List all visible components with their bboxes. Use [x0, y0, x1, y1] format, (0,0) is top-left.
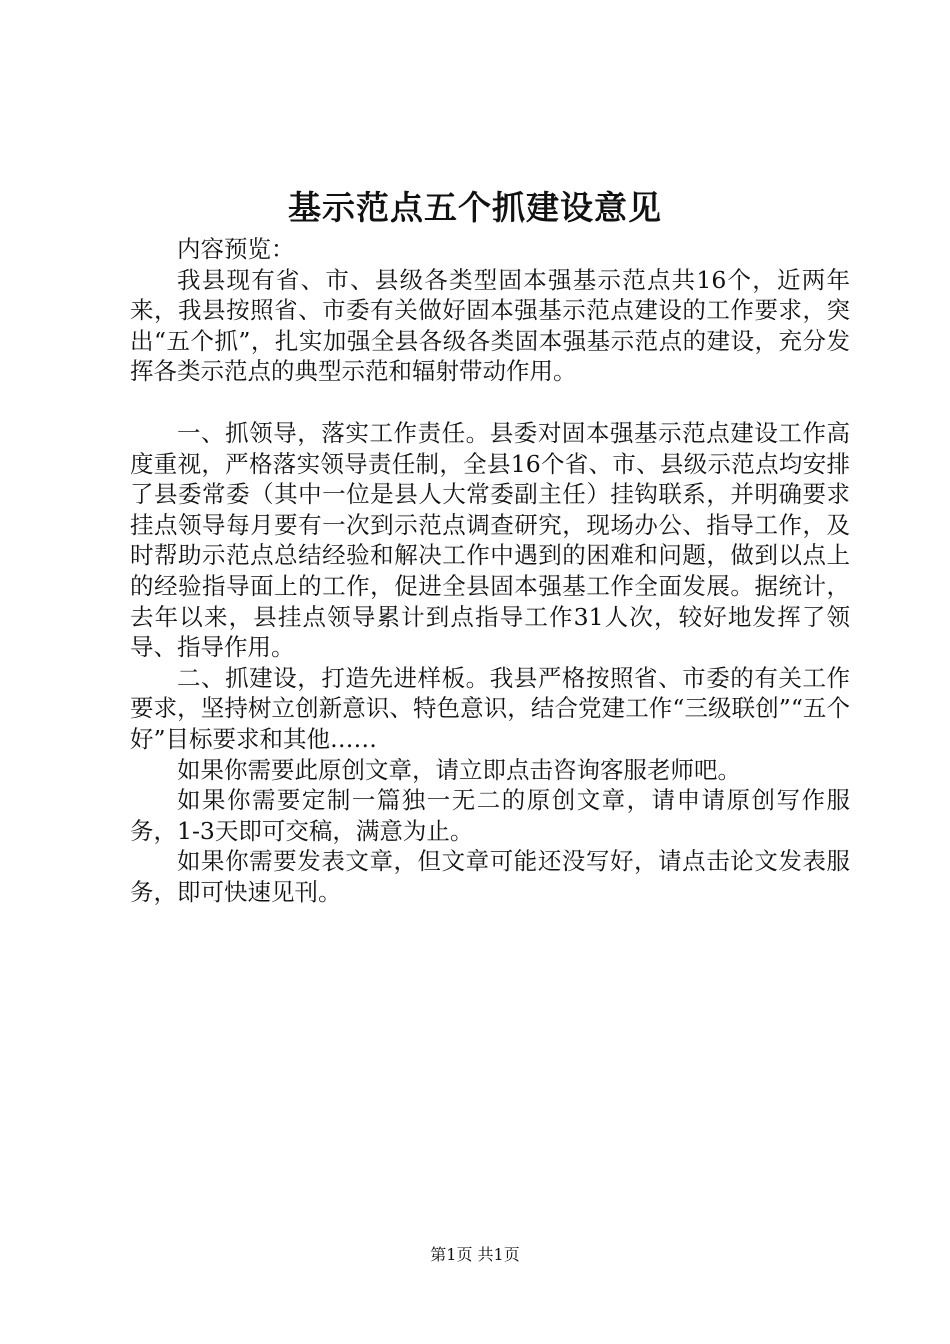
publish-service-paragraph: 如果你需要发表文章，但文章可能还没写好，请点击论文发表服务，即可快速见刊。: [130, 847, 850, 906]
document-body: [130, 234, 850, 907]
section-one-paragraph: 一、抓领导，落实工作责任。县委对固本强基示范点建设工作高度重视，严格落实领导责任制，全县16个省、市、县级示范点均安排了县委常委（其中一位是县人大常委副主任）挂钩联系，并明确要求挂点领导每月要有一次到示范点调查研究，现场办公、指导工作，及时帮助示范点总结经验和解决工作中遇到的困难和问题，做到以点上的经验指导面上的工作，促进全县固本强基工作全面发展。据统计，去年以来，县挂点领导累计到点指导工作31人次，较好地发挥了领导、指导作用。: [130, 418, 850, 662]
preview-label: 内容预览：: [177, 235, 295, 263]
page-footer: [0, 1244, 950, 1266]
consult-service-paragraph: 如果你需要此原创文章，请立即点击咨询客服老师吧。: [177, 755, 741, 784]
page-total: 共1页: [477, 1245, 520, 1264]
intro-paragraph: 我县现有省、市、县级各类型固本强基示范点共16个，近两年来，我县按照省、市委有关做好固本强基示范点建设的工作要求，突出“五个抓”，扎实加强全县各级各类固本强基示范点的建设，充分发挥各类示范点的典型示范和辐射带动作用。: [130, 265, 850, 386]
page-number: 第1页: [430, 1245, 473, 1264]
custom-writing-paragraph: 如果你需要定制一篇独一无二的原创文章，请申请原创写作服务，1-3天即可交稿，满意为止。: [130, 786, 850, 845]
section-two-paragraph: 二、抓建设，打造先进样板。我县严格按照省、市委的有关工作要求，坚持树立创新意识、特色意识，结合党建工作“三级联创”“五个好”目标要求和其他……: [130, 663, 850, 753]
document-title: 基示范点五个抓建设意见: [288, 188, 662, 227]
